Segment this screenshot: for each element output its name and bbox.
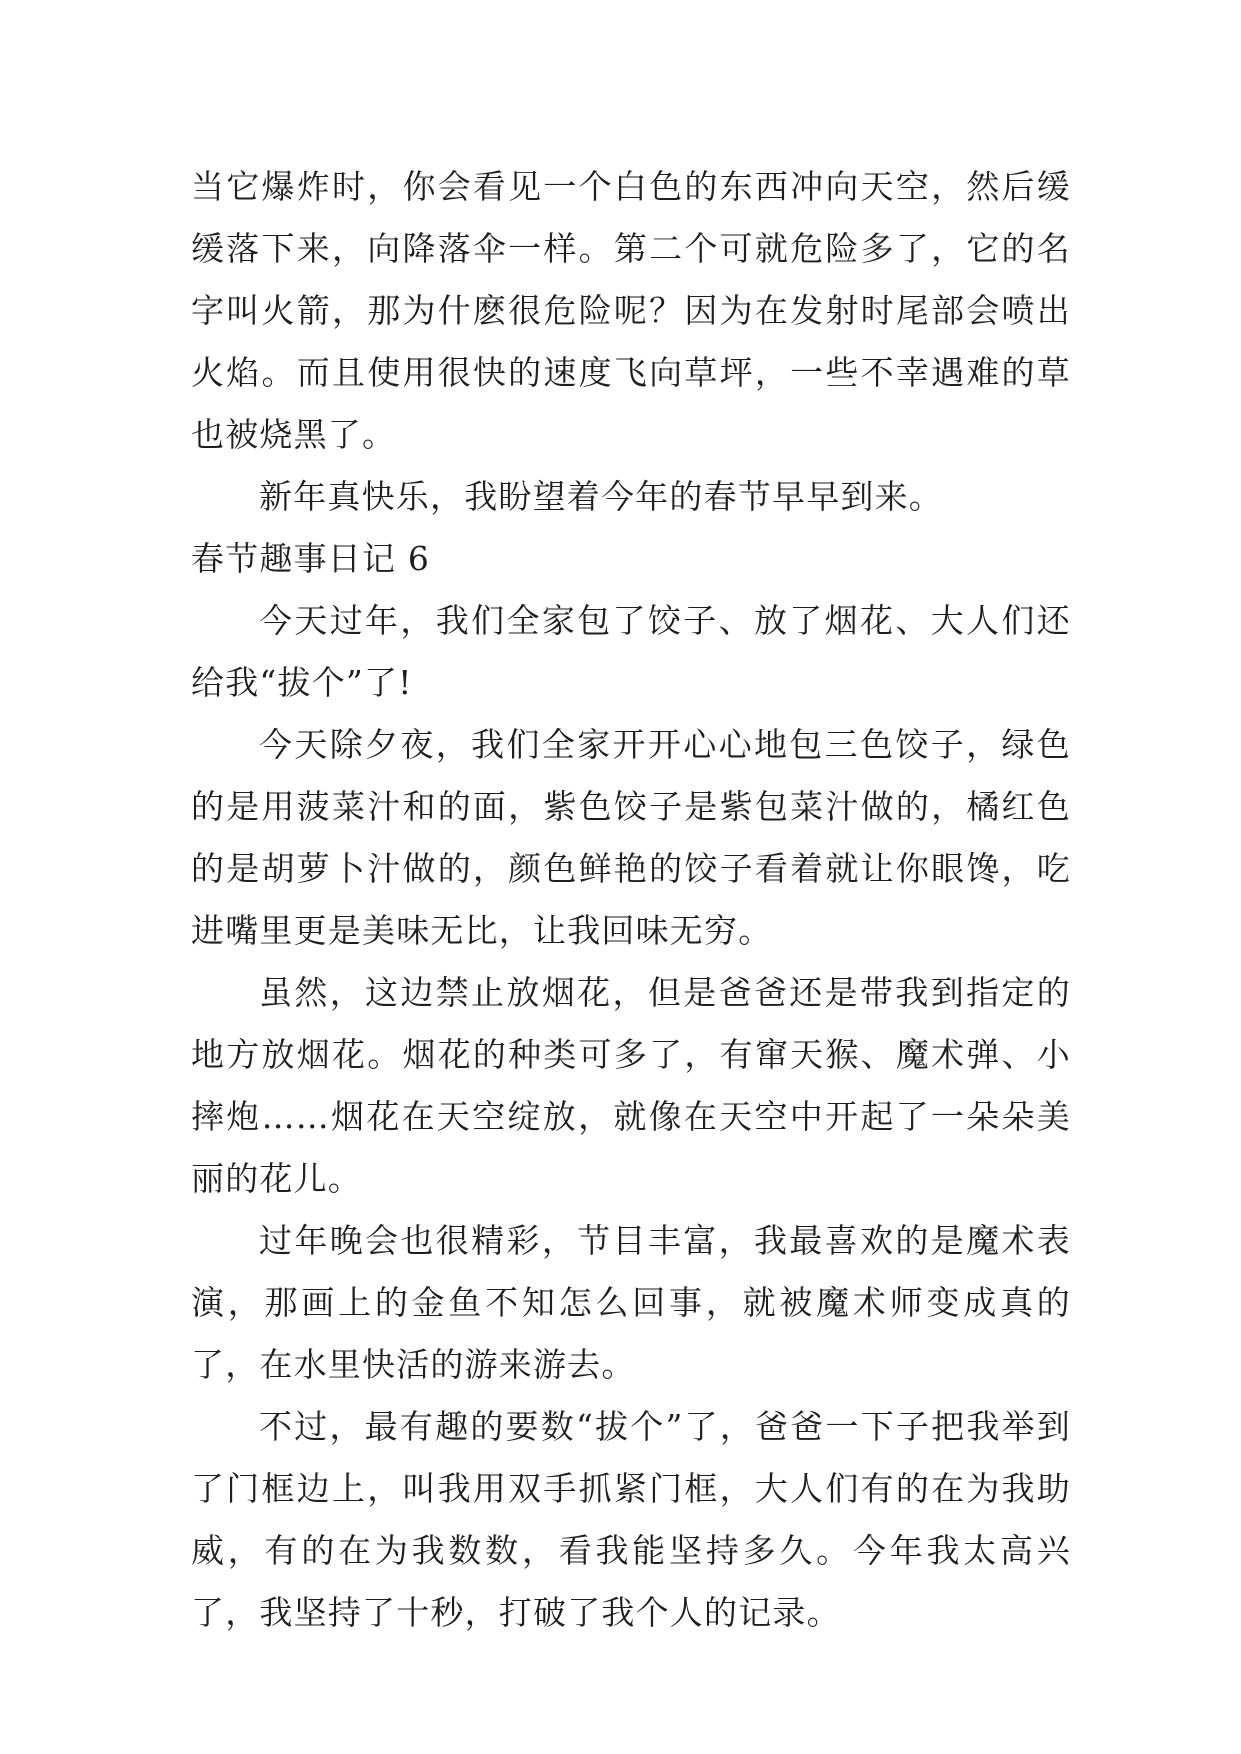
paragraph: 今天过年，我们全家包了饺子、放了烟花、大人们还给我“拔个”了!: [191, 601, 1071, 702]
paragraph: 不过，最有趣的要数“拔个”了，爸爸一下子把我举到了门框边上，叫我用双手抓紧门框，大人们有的在为我助威，有的在为我数数，看我能坚持多久。今年我太高兴了，我坚持了十秒，打破了我个人的记录。: [191, 1407, 1071, 1632]
paragraph: 当它爆炸时，你会看见一个白色的东西冲向天空，然后缓缓落下来，向降落伞一样。第二个可就危险多了，它的名字叫火箭，那为什麽很危险呢？因为在发射时尾部会喷出火焰。而且使用很快的速度飞向草坪，一些不幸遇难的草也被烧黑了。: [191, 167, 1071, 454]
section-title: 春节趣事日记 6: [191, 539, 431, 578]
document-body: [191, 156, 1071, 1644]
paragraph: 过年晚会也很精彩，节目丰富，我最喜欢的是魔术表演，那画上的金鱼不知怎么回事，就被魔术师变成真的了，在水里快活的游来游去。: [191, 1221, 1071, 1384]
paragraph: 新年真快乐，我盼望着今年的春节早早到来。: [259, 477, 943, 516]
paragraph: 今天除夕夜，我们全家开开心心地包三色饺子，绿色的是用菠菜汁和的面，紫色饺子是紫包菜汁做的，橘红色的是胡萝卜汁做的，颜色鲜艳的饺子看着就让你眼馋，吃进嘴里更是美味无比，让我回味无穷。: [191, 725, 1071, 950]
paragraph: 虽然，这边禁止放烟花，但是爸爸还是带我到指定的地方放烟花。烟花的种类可多了，有窜天猴、魔术弹、小摔炮……烟花在天空绽放，就像在天空中开起了一朵朵美丽的花儿。: [191, 973, 1071, 1198]
